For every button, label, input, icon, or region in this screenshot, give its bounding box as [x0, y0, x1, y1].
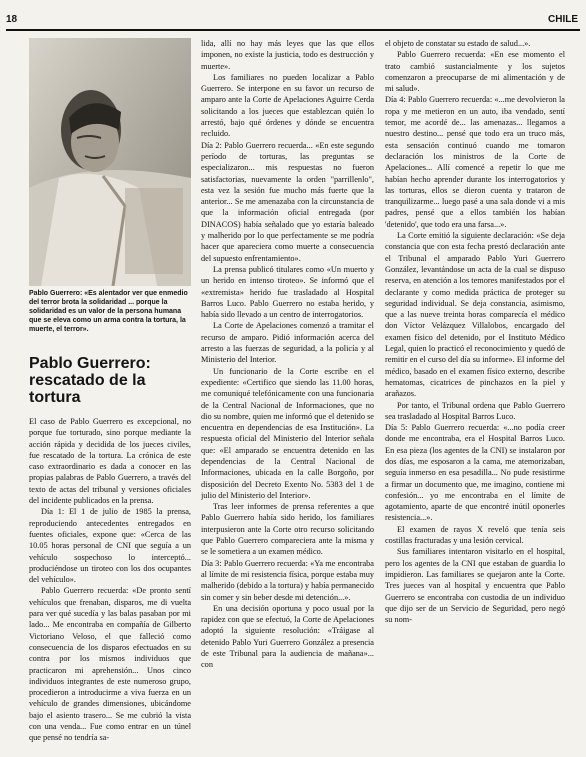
paragraph: Día 3: Pablo Guerrero recuerda: «Ya me encontraba al límite de mi resistencia física, porque estaba muy malherido (debido a la tortura) y había permanecido sin comer y sin beber desde mi detención...». — [201, 558, 374, 602]
paragraph: Día 5: Pablo Guerrero recuerda: «...no podía creer donde me encontraba, era el Hospital Barros Luco. En esa pieza (los agentes de la CNI) se instalaron por dos días, me esposaron a la cama, me atemorizaban, seguía inmerso en esa pesadilla... No pude resistirme a firmar un documento que, me imagino, contiene mi confesión... yo me encontraba en el límite de agotamiento, aparte de que encontré inútil oponerles resistencia...». — [385, 423, 565, 523]
header-rule — [6, 29, 580, 31]
article-headline: Pablo Guerrero: rescatado de la tortura — [29, 355, 151, 406]
paragraph: Día 4: Pablo Guerrero recuerda: «...me devolvieron la ropa y me metieron en un auto, iba vendado, sentí temor, me acordé de... las amenazas... llegamos a nuestro destino... pensé que todo era un truco más, esta sensación continuó cuando me tomaron declaración los ministros de la Corte de Apelaciones... Allí comencé a repetir lo que me habían hecho aprender durante los interrogatorios y las torturas, ellos se dieron cuenta y trataron de tranquilizarme... luego pasé a una sala donde vi a mis padres, pensé que a ellos también los habían 'detenido', que todo era una farsa...». — [385, 95, 565, 229]
paragraph: Tras leer informes de prensa referentes a que Pablo Guerrero había sido herido, los familiares interpusieron ante la Corte otro recurso solicitando que Pablo Guerrero compareciera ante la misma y se le sometiera a un examen médico. — [201, 502, 374, 557]
paragraph: Los familiares no pueden localizar a Pablo Guerrero. Se interpone en su favor un recurso de amparo ante la Corte de Apelaciones Aguirre Cerda solicitando a los jueces que establezcan quién lo arrestó, bajo qué órdenes y dónde se encuentra recluido. — [201, 72, 374, 139]
paragraph: La Corte emitió la siguiente declaración: «Se deja constancia que con esta fecha prestó declaración ante el Tribunal el amparado Pablo Yuri Guerrero González, levantándose un acta de la cual se dispuso reserva, en atención a los temores manifestados por el declarante y como medida práctica de proteger su seguridad individual. Se deja constancia, asimismo, que a las nueve treinta horas comparecía el médico don Víctor Velázquez Villalobos, encargado del examen físico del detenido, por el Instituto Médico Legal, quien lo practicó el reconocimiento y quedó de remitir en el curso del día su informe». El informe del médico, basado en el examen físico externo, describe hematomas, cicatrices de pinchazos en la piel y arañazos. — [385, 231, 565, 399]
paragraph: En una decisión oportuna y poco usual por la rapidez con que se efectuó, la Corte de Apelaciones adoptó la siguiente resolución: «Tráigase al detenido Pablo Yuri Guerrero González a presencia de este Tribunal para la audiencia de mañana»... con — [201, 603, 374, 670]
section-title: CHILE — [548, 14, 578, 25]
column-1 — [29, 38, 191, 752]
column-3 — [385, 38, 565, 752]
paragraph: Por tanto, el Tribunal ordena que Pablo Guerrero sea trasladado al Hospital Barros Luco. — [385, 400, 565, 421]
paragraph: La Corte de Apelaciones comenzó a tramitar el recurso de amparo. Pidió información acerca del arresto a las fuerzas de seguridad, a la policía y al Ministerio del Interior. — [201, 321, 374, 365]
photo-caption: Pablo Guerrero: «Es alentador ver que enmedio del terror brota la solidaridad ... porque la solidaridad es un valor de la persona humana que se eleva como un arma contra la tortura, la muerte, el terror». — [29, 290, 188, 333]
paragraph: La prensa publicó titulares como «Un muerto y un herido en intenso tiroteo». Se informó que el «extremista» herido fue trasladado al Hospital Barros Luco. Pablo Guerrero no estaba herido, y había sido llevado a un centro de interrogatorios. — [201, 264, 374, 320]
paragraph: Día 1: El 1 de julio de 1985 la prensa, reproduciendo antecedentes entregados en fuentes oficiales, expone que: «Cerca de las 10.05 horas personal de CNI que seguía a un vehículo sospechoso lo interceptó... produciéndose un tiroteo con los dos ocupantes del vehículo». — [29, 507, 191, 585]
paragraph: Un funcionario de la Corte escribe en el expediente: «Certifico que siendo las 11.00 horas, me comuniqué telefónicamente con una funcionaria de la Central Nacional de Informaciones, que no dio su nombre, quien me informó que el detenido se encuentra en dependencias de esa Institución». La respuesta oficial del Ministerio del Interior señala que: «El amparado se encuentra detenido en las dependencias de la Central Nacional de Informaciones, ubicada en la calle Borgoño, por disposición del Decreto Exento No. 5383 del 1 de julio del Ministerio del Interior». — [201, 366, 374, 500]
column-2 — [201, 38, 374, 752]
paragraph: Pablo Guerrero recuerda: «En ese momento el trato cambió sustancialmente y los sujetos comenzaron a preocuparse de mi alimentación y de mi salud». — [385, 50, 565, 94]
paragraph: lida, allí no hay más leyes que las que ellos imponen, no existe la justicia, todo es destrucción y muerte». — [201, 39, 374, 71]
page-number: 18 — [6, 14, 18, 25]
paragraph: Sus familiares intentaron visitarlo en el hospital, pero los agentes de la CNI que estaban de guardia lo impidieron. Las familiares se quejaron ante la Corte. Tres jueces van al hospital y encuentra que Pablo Guerrero se encontraba con custodia de un individuo que dijo ser de un Servicio de Seguridad, pero negó su nom- — [385, 547, 565, 625]
paragraph: El caso de Pablo Guerrero es excepcional, no porque fue torturado, sino porque mediante la acción rápida y decidida de los jueces civiles, fue rescatado de la tortura. La crónica de este caso extraordinario es dada a conocer en las propias palabras de Pablo Guerrero, a través del texto de actas del tribunal y versiones oficiales del incidente publicados en la prensa. — [29, 417, 191, 506]
paragraph: El examen de rayos X reveló que tenía seis costillas fracturadas y una lesión cervical. — [385, 524, 565, 546]
paragraph: Pablo Guerrero recuerda: «De pronto sentí vehículos que frenaban, disparos, me di vuelta para ver qué sucedía y las balas pasaban por mi lado... Me encontraba en compañía de Gilberto Victoriano Veloso, el que falleció como consecuencia de los disparos efectuados en su contra por los mismos individuos que practicaron mi aprehensión... Unos cinco individuos integrantes de este numeroso grupo, procedieron a introducirme a viva fuerza en un vehículo de grandes dimensiones, ubicándome bajo el asiento trasero... Se me cubrió la vista con una venda... Fue como entrar en un túnel que pensé no tendría sa- — [29, 586, 191, 743]
paragraph: Día 2: Pablo Guerrero recuerda... «En este segundo período de torturas, las preguntas se especializaron... mis respuestas no fueron satisfactorias, nuevamente la orden "parrillenlo", esta vez la sesión fue mucho más fuerte que la anterior... Se me amenazaba con la circunstancia de que la información oficial entregada (por DINACOS) había señalado que yo estaría baleado y malherido por lo que perfectamente se me podría hacer que apareciera como muerte a consecuencia del supuesto enfrentamiento». — [201, 140, 374, 263]
portrait-photo-icon — [29, 38, 191, 286]
paragraph: el objeto de constatar su estado de salud...». — [385, 39, 531, 48]
